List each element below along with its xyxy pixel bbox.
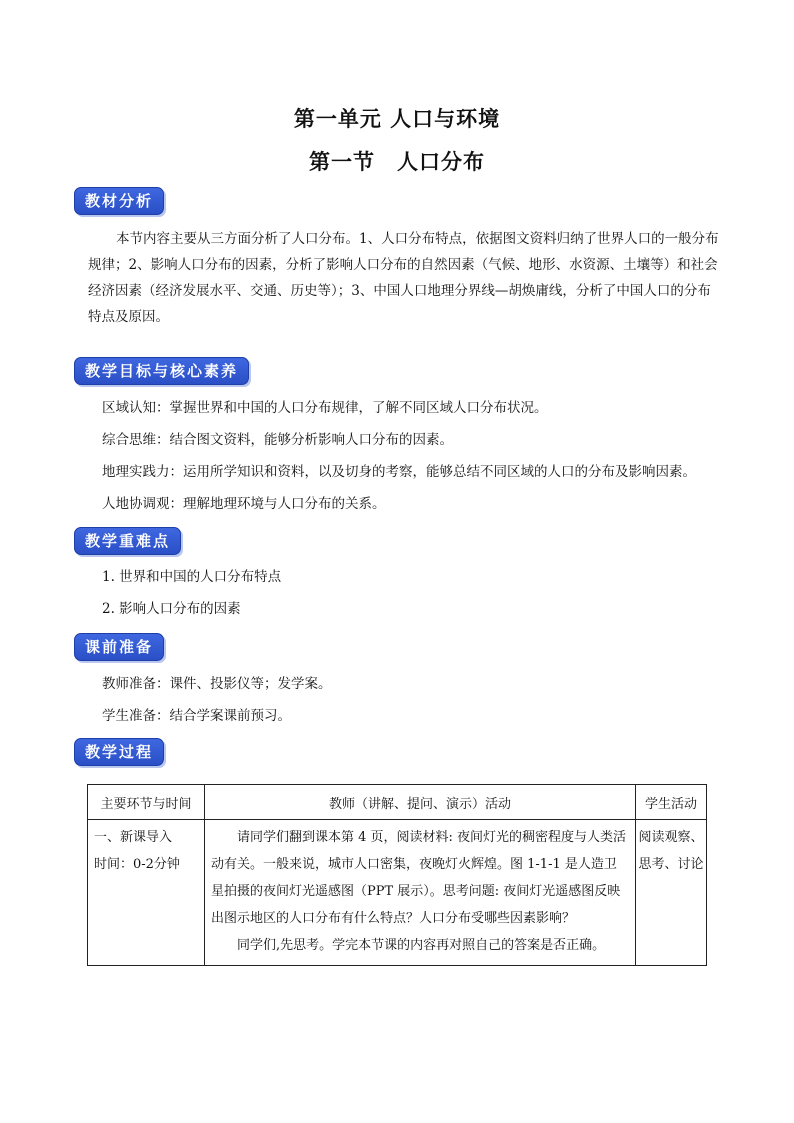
unit-title: 第一单元 人口与环境	[293, 106, 501, 131]
heading-analysis: 教材分析	[74, 187, 164, 215]
section-title-prefix: 第一节	[309, 149, 375, 174]
process-table	[87, 784, 707, 966]
goal-item: 地理实践力：运用所学知识和资料，以及切身的考察，能够总结不同区域的人口的分布及影响因素。	[102, 464, 696, 480]
teacher-activity-paragraph: 请同学们翻到课本第 4 页，阅读材料: 夜间灯光的稠密程度与人类活动有关。一般来说，城市人口密集，夜晚灯火辉煌。图 1-1-1 是人造卫星拍摄的夜间灯光遥感图（PPT 展示）。思考问题: 夜间灯光遥感图反映出图示地区的人口分布有什么特点？人口分布受哪些因素影响？	[211, 830, 627, 926]
teacher-activity-cell	[205, 820, 636, 966]
student-activity-cell: 阅读观察、思考、讨论	[636, 820, 707, 966]
preparation-item: 教师准备：课件、投影仪等；发学案。	[102, 676, 332, 692]
heading-key-points: 教学重难点	[74, 527, 181, 555]
stage-time: 时间：0-2分钟	[94, 857, 180, 872]
section-title-name: 人口分布	[397, 149, 485, 174]
preparation-item: 学生准备：结合学案课前预习。	[102, 708, 291, 724]
table-header-cell: 学生活动	[636, 785, 707, 820]
heading-process: 教学过程	[74, 738, 164, 766]
goal-item: 综合思维：结合图文资料，能够分析影响人口分布的因素。	[102, 432, 453, 448]
goal-item: 区域认知：掌握世界和中国的人口分布规律，了解不同区域人口分布状况。	[102, 400, 548, 416]
key-point-item: 2. 影响人口分布的因素	[102, 601, 241, 617]
table-header-cell: 教师（讲解、提问、演示）活动	[205, 785, 636, 820]
stage-cell	[88, 820, 205, 966]
key-point-item: 1. 世界和中国的人口分布特点	[102, 569, 282, 585]
analysis-text: 本节内容主要从三方面分析了人口分布。1、人口分布特点，依据图文资料归纳了世界人口的一般分布规律；2、影响人口分布的因素，分析了影响人口分布的自然因素（气候、地形、水资源、土壤等）和社会经济因素（经济发展水平、交通、历史等）；3、中国人口地理分界线—胡焕庸线，分析了中国人口的分布特点及原因。	[88, 231, 719, 325]
table-header-cell: 主要环节与时间	[88, 785, 205, 820]
heading-goals: 教学目标与核心素养	[74, 357, 249, 385]
teacher-activity-paragraph: 同学们,先思考。学完本节课的内容再对照自己的答案是否正确。	[237, 938, 606, 953]
table-header-row	[88, 785, 707, 820]
section-title	[0, 146, 794, 176]
table-row	[88, 820, 707, 966]
goal-item: 人地协调观：理解地理环境与人口分布的关系。	[102, 496, 386, 512]
heading-preparation: 课前准备	[74, 633, 164, 661]
stage-name: 一、新课导入	[94, 830, 173, 845]
